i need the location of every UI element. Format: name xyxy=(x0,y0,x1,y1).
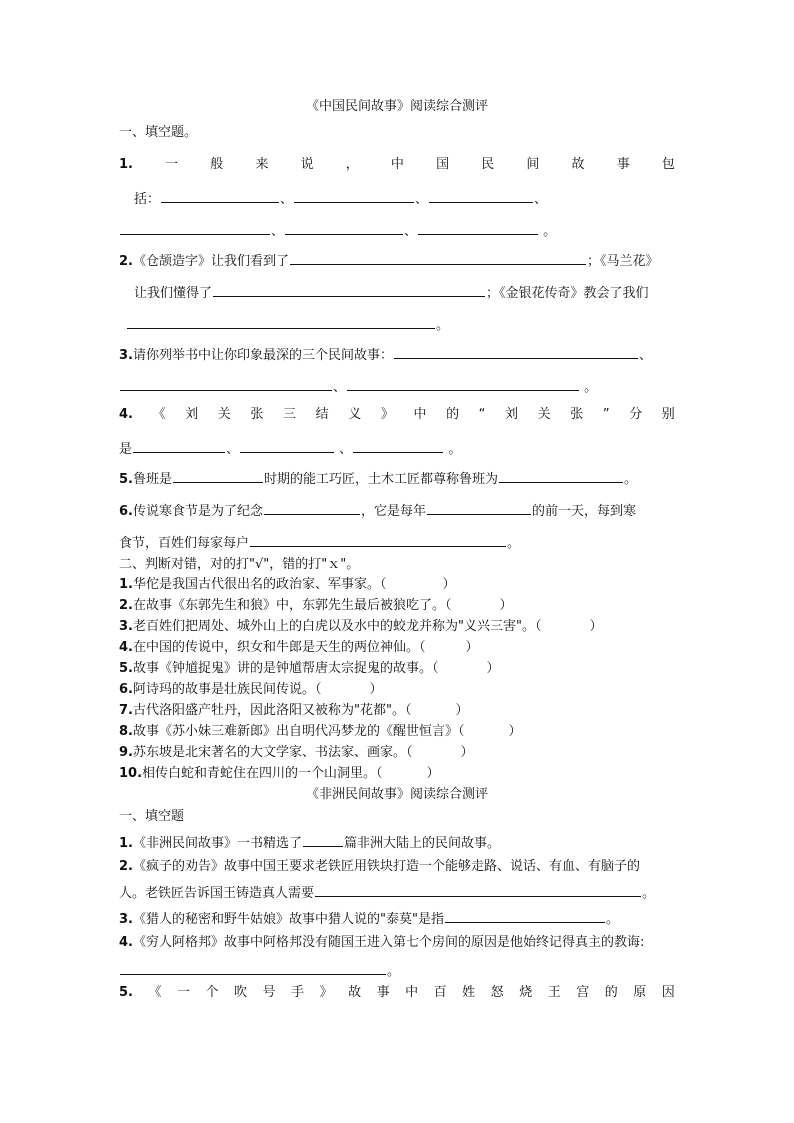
question-char: 张 xyxy=(250,407,264,422)
question-text: 篇非洲大陆上的民间故事。 xyxy=(344,836,501,851)
question-text: 食节，百姓们每家每户 xyxy=(119,536,250,551)
question-number: 3. xyxy=(119,619,133,634)
period: 。 xyxy=(387,964,401,979)
answer-blank[interactable] xyxy=(213,282,485,297)
question-prefix: 是 xyxy=(119,442,133,457)
close-paren: ） xyxy=(589,619,603,634)
question-3-line-2 xyxy=(119,376,597,397)
question-3-line-1 xyxy=(119,344,652,365)
question-char: 《 xyxy=(152,407,166,422)
answer-blank[interactable] xyxy=(120,376,332,391)
question-char: ， xyxy=(345,157,359,172)
close-paren: ） xyxy=(442,577,456,592)
question-4-line-2 xyxy=(119,438,461,459)
answer-blank[interactable] xyxy=(250,532,506,547)
answer-blank[interactable] xyxy=(418,220,538,235)
question-number: 1. xyxy=(119,157,133,172)
question-char: 来 xyxy=(255,157,269,172)
judgment-text: 阿诗玛的故事是壮族民间传说。（ xyxy=(132,682,322,697)
question-2-line-3 xyxy=(126,314,449,335)
period: 。 xyxy=(642,886,656,901)
question-number: 5. xyxy=(119,661,133,676)
question-text: ；《马兰花》 xyxy=(587,254,659,269)
question-char: 怒 xyxy=(490,985,504,1000)
close-paren: ） xyxy=(460,745,474,760)
question-char: 一 xyxy=(165,157,179,172)
judgment-item xyxy=(119,723,522,741)
africa-question-4-line-2 xyxy=(119,960,400,981)
judgment-item xyxy=(119,639,479,657)
separator: 、 xyxy=(404,224,418,239)
question-number: 7. xyxy=(119,703,133,718)
question-char: 民 xyxy=(481,157,495,172)
answer-blank[interactable] xyxy=(127,314,435,329)
question-char: “ xyxy=(478,407,486,422)
question-6-line-1 xyxy=(119,500,636,521)
question-char: 般 xyxy=(210,157,224,172)
question-text: 传说寒食节是为了纪念 xyxy=(132,504,263,519)
question-char: 个 xyxy=(205,985,219,1000)
question-text: 时期的能工巧匠，土木工匠都尊称鲁班为 xyxy=(264,472,499,487)
close-paren: ） xyxy=(486,661,500,676)
question-char: 》 xyxy=(319,985,333,1000)
question-2-line-2 xyxy=(134,282,649,303)
question-1-line-1 xyxy=(119,156,675,174)
close-paren: ） xyxy=(465,640,479,655)
question-char: 因 xyxy=(661,985,675,1000)
judgment-text: 故事《钟馗捉鬼》讲的是钟馗帮唐太宗捉鬼的故事。（ xyxy=(132,661,439,676)
answer-blank[interactable] xyxy=(120,960,386,975)
question-text: 的前一天，每到寒 xyxy=(532,504,637,519)
question-char: 宫 xyxy=(576,985,590,1000)
question-char: 烧 xyxy=(519,985,533,1000)
africa-question-3 xyxy=(119,908,619,929)
separator: 、 xyxy=(339,442,353,457)
question-1-line-3 xyxy=(119,220,556,241)
close-paren: ） xyxy=(455,703,469,718)
question-6-line-2 xyxy=(119,532,520,553)
question-char: 百 xyxy=(433,985,447,1000)
judgment-item xyxy=(119,681,383,699)
question-text: 鲁班是 xyxy=(132,472,172,487)
question-char: ” xyxy=(602,407,610,422)
question-char: 中 xyxy=(413,407,427,422)
question-number: 3. xyxy=(119,912,133,927)
question-text: 人。老铁匠告诉国王铸造真人需要 xyxy=(119,886,315,901)
question-number: 5. xyxy=(119,472,133,487)
question-number: 5. xyxy=(119,985,133,1000)
page-title-africa: 《非洲民间故事》阅读综合测评 xyxy=(305,787,488,802)
question-char: 手 xyxy=(291,985,305,1000)
question-char: 国 xyxy=(436,157,450,172)
question-char: 事 xyxy=(376,985,390,1000)
judgment-text: 老百姓们把周处、城外山上的白虎以及水中的蛟龙并称为"义兴三害"。（ xyxy=(132,619,542,634)
question-text: 《猎人的秘密和野牛姑娘》故事中猎人说的"泰莫"是指 xyxy=(132,912,444,927)
question-char: 的 xyxy=(446,407,460,422)
question-char: 的 xyxy=(604,985,618,1000)
answer-blank[interactable] xyxy=(303,832,343,847)
question-char: 分 xyxy=(629,407,643,422)
separator: 、 xyxy=(226,442,240,457)
question-char: 《 xyxy=(148,985,162,1000)
question-text: ；《金银花传奇》教会了我们 xyxy=(486,286,649,301)
question-char: 别 xyxy=(661,407,675,422)
period: 。 xyxy=(543,224,557,239)
question-char: 关 xyxy=(537,407,551,422)
judgment-text: 在中国的传说中，织女和牛郎是天生的两位神仙。（ xyxy=(132,640,426,655)
close-paren: ） xyxy=(369,682,383,697)
close-paren: ） xyxy=(426,766,440,781)
answer-blank[interactable] xyxy=(240,438,334,453)
separator: 、 xyxy=(415,192,429,207)
question-char: 结 xyxy=(315,407,329,422)
close-paren: ） xyxy=(508,724,522,739)
question-4-line-1 xyxy=(119,406,675,424)
page-title: 《中国民间故事》阅读综合测评 xyxy=(305,99,488,114)
period: 。 xyxy=(605,912,619,927)
section-heading-fill-in: 一、填空题。 xyxy=(119,125,198,140)
question-char: 张 xyxy=(570,407,584,422)
judgment-item xyxy=(119,702,468,720)
question-char: 间 xyxy=(526,157,540,172)
answer-blank[interactable] xyxy=(353,438,443,453)
question-char: 中 xyxy=(405,985,419,1000)
judgment-text: 相传白蛇和青蛇住在四川的一个山洞里。（ xyxy=(142,766,383,781)
period: 。 xyxy=(624,472,638,487)
question-char: 王 xyxy=(547,985,561,1000)
africa-question-2-line-1 xyxy=(119,858,640,876)
question-5 xyxy=(119,468,637,489)
judgment-item xyxy=(119,765,440,783)
answer-blank[interactable] xyxy=(264,500,360,515)
answer-blank[interactable] xyxy=(445,908,605,923)
period: 。 xyxy=(507,536,521,551)
answer-blank[interactable] xyxy=(285,220,403,235)
question-number: 2. xyxy=(119,598,133,613)
question-text: 《疯子的劝告》故事中国王要求老铁匠用铁块打造一个能够走路、说话、有血、有脑子的 xyxy=(132,859,640,874)
answer-blank[interactable] xyxy=(499,468,623,483)
question-number: 2. xyxy=(119,254,133,269)
question-char: 刘 xyxy=(505,407,519,422)
question-text: 让我们懂得了 xyxy=(134,286,213,301)
answer-blank[interactable] xyxy=(429,188,533,203)
close-paren: ） xyxy=(499,598,513,613)
separator: 、 xyxy=(534,192,548,207)
question-text: 《穷人阿格邦》故事中阿格邦没有随国王进入第七个房间的原因是他始终记得真主的教诲: xyxy=(132,935,645,950)
question-number: 3. xyxy=(119,348,133,363)
question-number: 9. xyxy=(119,745,133,760)
section-heading-fill-in-africa: 一、填空题 xyxy=(119,809,185,824)
judgment-text: 故事《苏小妹三难新郎》出自明代冯梦龙的《醒世恒言》（ xyxy=(132,724,465,739)
question-char: 号 xyxy=(262,985,276,1000)
question-number: 2. xyxy=(119,859,133,874)
answer-blank[interactable] xyxy=(120,220,270,235)
question-1-line-2 xyxy=(134,188,547,209)
judgment-text: 华佗是我国古代很出名的政治家、军事家。（ xyxy=(132,577,387,592)
answer-blank[interactable] xyxy=(394,344,638,359)
question-prefix: 括： xyxy=(134,192,161,207)
question-number: 4. xyxy=(119,935,133,950)
question-text: ，它是每年 xyxy=(361,504,427,519)
separator: 、 xyxy=(639,348,653,363)
judgment-item xyxy=(119,576,456,594)
judgment-item xyxy=(119,660,500,678)
judgment-item xyxy=(119,744,474,762)
question-text: 请你列举书中让你印象最深的三个民间故事： xyxy=(132,348,393,363)
question-char: 义 xyxy=(348,407,362,422)
answer-blank[interactable] xyxy=(133,438,225,453)
period: 。 xyxy=(448,442,462,457)
question-number: 6. xyxy=(119,504,133,519)
judgment-item xyxy=(119,597,513,615)
question-char: 说 xyxy=(300,157,314,172)
question-char: 一 xyxy=(177,985,191,1000)
question-char: 姓 xyxy=(462,985,476,1000)
question-char: 事 xyxy=(616,157,630,172)
question-number: 4. xyxy=(119,640,133,655)
judgment-item xyxy=(119,618,602,636)
question-char: 原 xyxy=(633,985,647,1000)
answer-blank[interactable] xyxy=(290,250,586,265)
question-char: 吹 xyxy=(234,985,248,1000)
question-char: 三 xyxy=(283,407,297,422)
africa-question-2-line-2 xyxy=(119,882,655,903)
question-2-line-1 xyxy=(119,250,659,271)
answer-blank[interactable] xyxy=(315,882,641,897)
judgment-text: 苏东坡是北宋著名的大文学家、书法家、画家。（ xyxy=(132,745,413,760)
question-text: 《仓颉造字》让我们看到了 xyxy=(132,254,289,269)
question-text: 《非洲民间故事》一书精选了 xyxy=(132,836,302,851)
period: 。 xyxy=(584,380,598,395)
question-char: 中 xyxy=(390,157,404,172)
question-number: 8. xyxy=(119,724,133,739)
question-number: 10. xyxy=(119,766,143,781)
answer-blank[interactable] xyxy=(347,376,579,391)
section-heading-true-false: 二、判断对错，对的打"√"，错的打"ｘ"。 xyxy=(119,557,360,572)
question-char: 关 xyxy=(217,407,231,422)
africa-question-4-line-1 xyxy=(119,934,644,952)
separator: 、 xyxy=(271,224,285,239)
separator: 、 xyxy=(333,380,347,395)
africa-question-1 xyxy=(119,832,500,853)
question-number: 1. xyxy=(119,577,133,592)
answer-blank[interactable] xyxy=(294,188,414,203)
africa-question-5 xyxy=(119,984,675,1002)
answer-blank[interactable] xyxy=(427,500,531,515)
question-char: 故 xyxy=(348,985,362,1000)
question-char: 包 xyxy=(661,157,675,172)
period: 。 xyxy=(436,318,450,333)
question-number: 6. xyxy=(119,682,133,697)
question-number: 4. xyxy=(119,407,133,422)
answer-blank[interactable] xyxy=(173,468,263,483)
question-char: 故 xyxy=(571,157,585,172)
judgment-text: 古代洛阳盛产牡丹，因此洛阳又被称为"花都"。（ xyxy=(132,703,412,718)
question-char: 》 xyxy=(380,407,394,422)
judgment-text: 在故事《东郭先生和狼》中，东郭先生最后被狼吃了。（ xyxy=(132,598,452,613)
answer-blank[interactable] xyxy=(161,188,279,203)
question-number: 1. xyxy=(119,836,133,851)
separator: 、 xyxy=(280,192,294,207)
question-char: 刘 xyxy=(185,407,199,422)
